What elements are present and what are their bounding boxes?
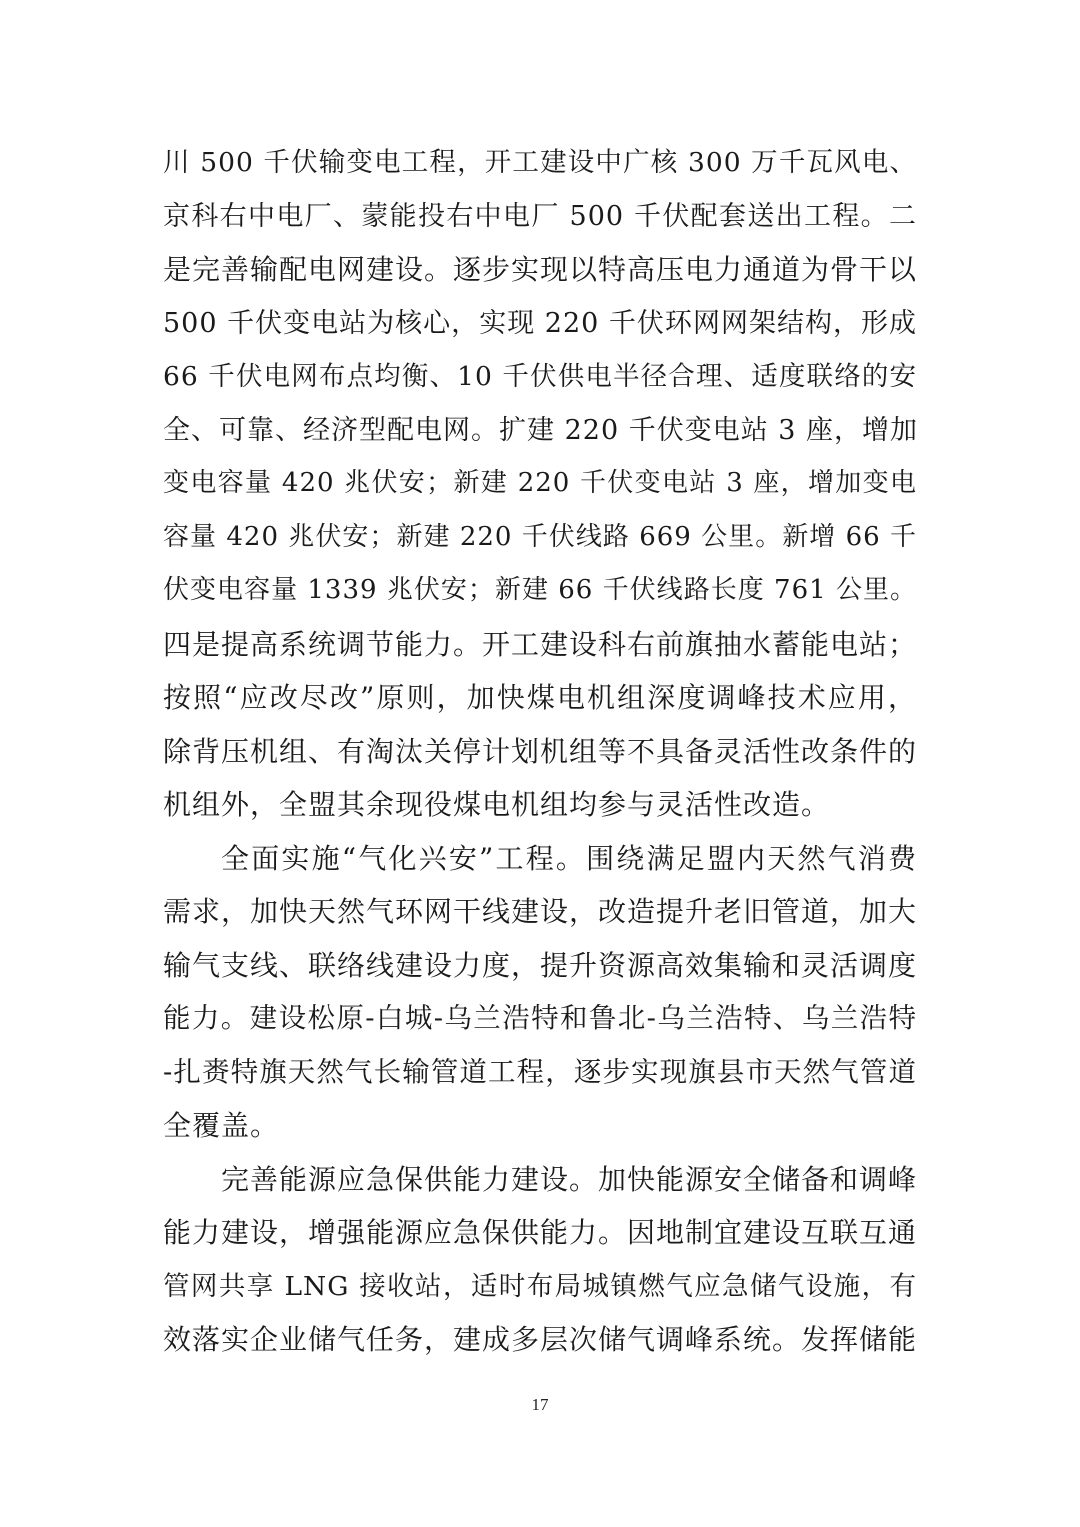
text-line: 能力建设，增强能源应急保供能力。因地制宜建设互联互通	[163, 1216, 918, 1249]
text-line: 四是提高系统调节能力。开工建设科右前旗抽水蓄能电站；	[163, 627, 918, 661]
text-line: 京科右中电厂、蒙能投右中电厂 500 千伏配套送出工程。二	[163, 200, 917, 232]
text-line: 伏变电容量 1339 兆伏安；新建 66 千伏线路长度 761 公里。	[163, 575, 917, 605]
text-line: 变电容量 420 兆伏安；新建 220 千伏变电站 3 座，增加变电	[163, 468, 917, 498]
text-line: 按照“应改尽改”原则，加快煤电机组深度调峰技术应用，	[163, 681, 917, 714]
text-line: 输气支线、联络线建设力度，提升资源高效集输和灵活调度	[163, 948, 918, 982]
text-line: 管网共享 LNG 接收站，适时布局城镇燃气应急储气设施，有	[163, 1270, 917, 1302]
text-line: 是完善输配电网建设。逐步实现以特高压电力通道为骨干以	[163, 253, 918, 286]
text-line: 效落实企业储气任务，建成多层次储气调峰系统。发挥储能	[163, 1323, 918, 1356]
body-text	[163, 136, 917, 1367]
text-line: -扎赉特旗天然气长输管道工程，逐步实现旗县市天然气管道	[163, 1055, 917, 1088]
text-line: 机组外，全盟其余现役煤电机组均参与灵活性改造。	[163, 788, 831, 821]
text-line: 500 千伏变电站为核心，实现 220 千伏环网网架结构，形成	[163, 307, 917, 339]
text-line: 除背压机组、有淘汰关停计划机组等不具备灵活性改条件的	[163, 734, 918, 768]
text-line: 全面实施“气化兴安”工程。围绕满足盟内天然气消费	[221, 841, 917, 875]
text-line: 需求，加快天然气环网干线建设，改造提升老旧管道，加大	[163, 895, 918, 928]
text-line: 能力。建设松原-白城-乌兰浩特和鲁北-乌兰浩特、乌兰浩特	[163, 1002, 917, 1034]
text-line: 容量 420 兆伏安；新建 220 千伏线路 669 公里。新增 66 千	[163, 521, 917, 552]
text-line: 66 千伏电网布点均衡、10 千伏供电半径合理、适度联络的安	[163, 361, 917, 392]
text-line: 全覆盖。	[163, 1109, 280, 1142]
text-line: 川 500 千伏输变电工程，开工建设中广核 300 万千瓦风电、	[163, 147, 917, 178]
text-line: 全、可靠、经济型配电网。扩建 220 千伏变电站 3 座，增加	[163, 414, 919, 446]
text-line: 完善能源应急保供能力建设。加快能源安全储备和调峰	[221, 1162, 918, 1196]
page-number: 17	[531, 1395, 549, 1414]
